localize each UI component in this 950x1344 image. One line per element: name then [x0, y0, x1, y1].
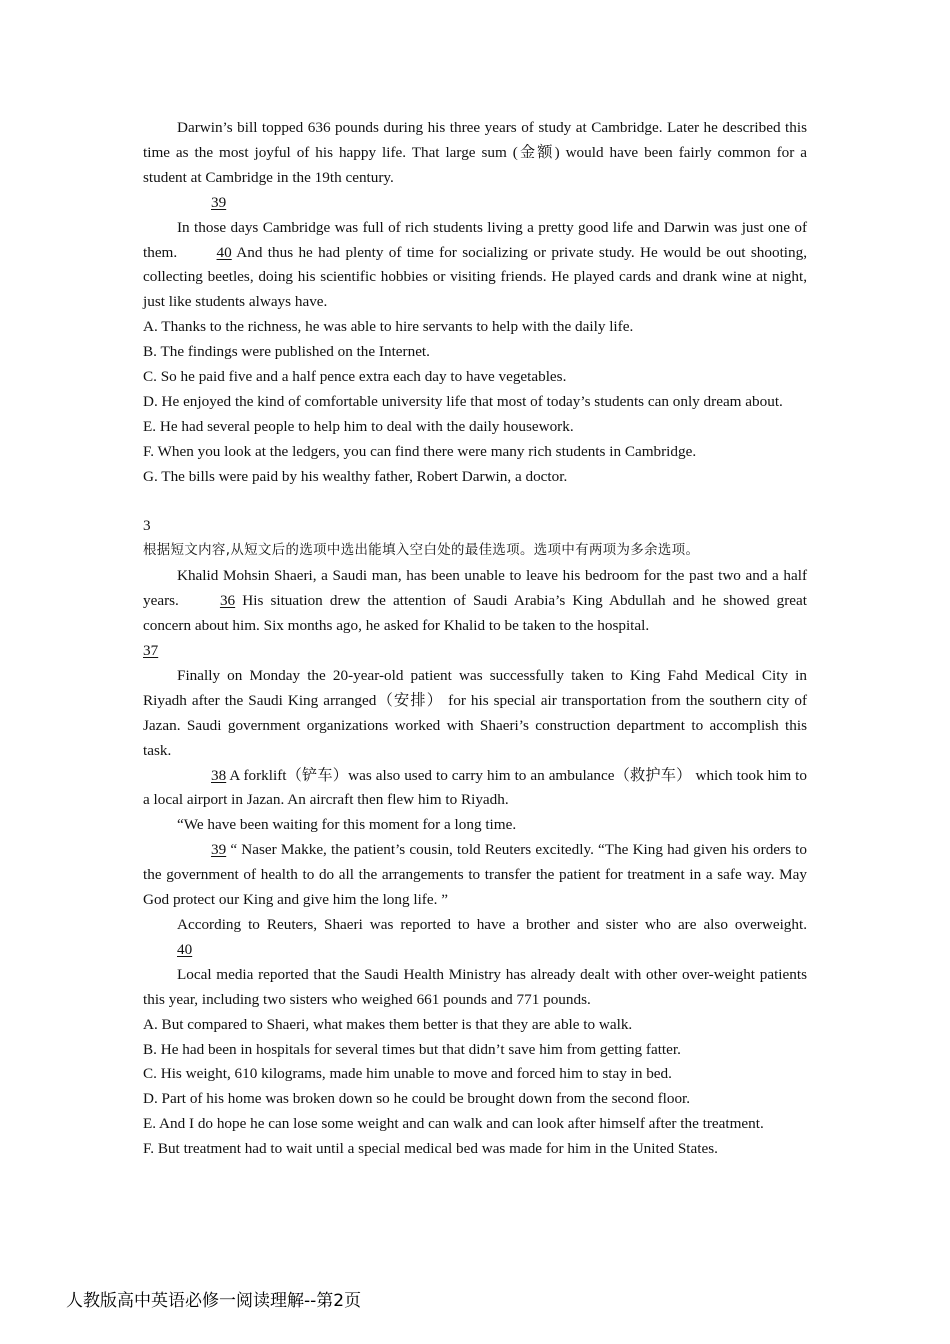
paragraph	[143, 564, 807, 639]
paragraph	[143, 216, 807, 316]
answer-blank: 40	[216, 243, 232, 261]
paragraph: Local media reported that the Saudi Health Ministry has already dealt with other over-weight patients this year, including two sisters who weighed 661 pounds and 771 pounds.	[143, 965, 807, 1008]
blank-line	[143, 639, 807, 664]
option-item: D. He enjoyed the kind of comfortable university life that most of today’s students can only dream about.	[143, 392, 783, 410]
option-item: C. So he paid five and a half pence extra each day to have vegetables.	[143, 368, 567, 386]
spacer	[143, 490, 807, 515]
option-item: F. When you look at the ledgers, you can find there were many rich students in Cambridge.	[143, 442, 697, 460]
paragraph	[143, 838, 807, 913]
page-footer: 人教版高中英语必修一阅读理解--第2页	[66, 1291, 362, 1311]
blank-line	[143, 191, 807, 216]
sentence: His situation drew the attention of Saudi Arabia’s King Abdullah and he showed great concern about him. Six months ago, he asked for Khalid to be taken to the hospital.	[143, 592, 808, 635]
question-instruction: 根据短文内容,从短文后的选项中选出能填入空白处的最佳选项。选项中有两项为多余选项。	[143, 543, 700, 559]
answer-blank: 39	[211, 193, 227, 211]
option-item: A. Thanks to the richness, he was able to hire servants to help with the daily life.	[143, 318, 634, 336]
paragraph: Darwin’s bill topped 636 pounds during his three years of study at Cambridge. Later he described this time as the most joyful of his happy life. That large sum (金额) would have been fairly common for a student at Cambridge in the 19th century.	[143, 119, 807, 186]
answer-blank: 38	[211, 766, 227, 784]
option-item: E. And I do hope he can lose some weight and can walk and can look after himself after the treatment.	[143, 1115, 764, 1133]
option-item: G. The bills were paid by his wealthy father, Robert Darwin, a doctor.	[143, 467, 568, 485]
answer-blank: 40	[177, 940, 193, 958]
paragraph	[143, 913, 807, 963]
sentence: A forklift（铲车）was also used to carry him to an ambulance（救护车） which took him to a local airport in Jazan. An aircraft then flew him to Riyadh.	[143, 766, 807, 809]
paragraph: Finally on Monday the 20-year-old patient was successfully taken to King Fahd Medical City in Riyadh after the Saudi King arranged（安排） for his special air transportation from the southern city of Jazan. Saudi government organizations worked with Shaeri’s construction department to accomplish this task.	[143, 666, 807, 759]
option-item: C. His weight, 610 kilograms, made him unable to move and forced him to stay in bed.	[143, 1065, 672, 1083]
question-number: 3	[143, 517, 151, 535]
paragraph	[143, 764, 807, 814]
answer-blank: 36	[219, 592, 236, 610]
option-item: A. But compared to Shaeri, what makes them better is that they are able to walk.	[143, 1015, 633, 1033]
sentence: In those days Cambridge was full of rich students living a pretty good life and Darwin was just one of them.	[143, 218, 807, 261]
option-item: E. He had several people to help him to deal with the daily housework.	[143, 417, 574, 435]
paragraph: “We have been waiting for this moment for a long time.	[177, 816, 517, 834]
sentence: Khalid Mohsin Shaeri, a Saudi man, has been unable to leave his bedroom for the past two and a half years.	[143, 567, 807, 610]
answer-blank: 39	[211, 841, 227, 859]
sentence: “ Naser Makke, the patient’s cousin, told Reuters excitedly. “The King had given his orders to the government of health to do all the arrangements to transfer the patient for treatment in a safe way. May God protect our King and give him the long life. ”	[143, 841, 807, 909]
page-content	[143, 116, 807, 1162]
sentence: And thus he had plenty of time for socializing or private study. He would be out shooting, collecting beetles, doing his scientific hobbies or visiting friends. He played cards and drank wine at night, just like students always have.	[143, 243, 808, 311]
option-item: F. But treatment had to wait until a special medical bed was made for him in the United States.	[143, 1140, 718, 1158]
answer-blank: 37	[143, 642, 159, 660]
option-item: B. He had been in hospitals for several times but that didn’t save him from getting fatter.	[143, 1040, 681, 1058]
option-item: B. The findings were published on the Internet.	[143, 343, 430, 361]
sentence: According to Reuters, Shaeri was reported to have a brother and sister who are also overweight.	[177, 915, 807, 933]
option-item: D. Part of his home was broken down so he could be brought down from the second floor.	[143, 1090, 691, 1108]
